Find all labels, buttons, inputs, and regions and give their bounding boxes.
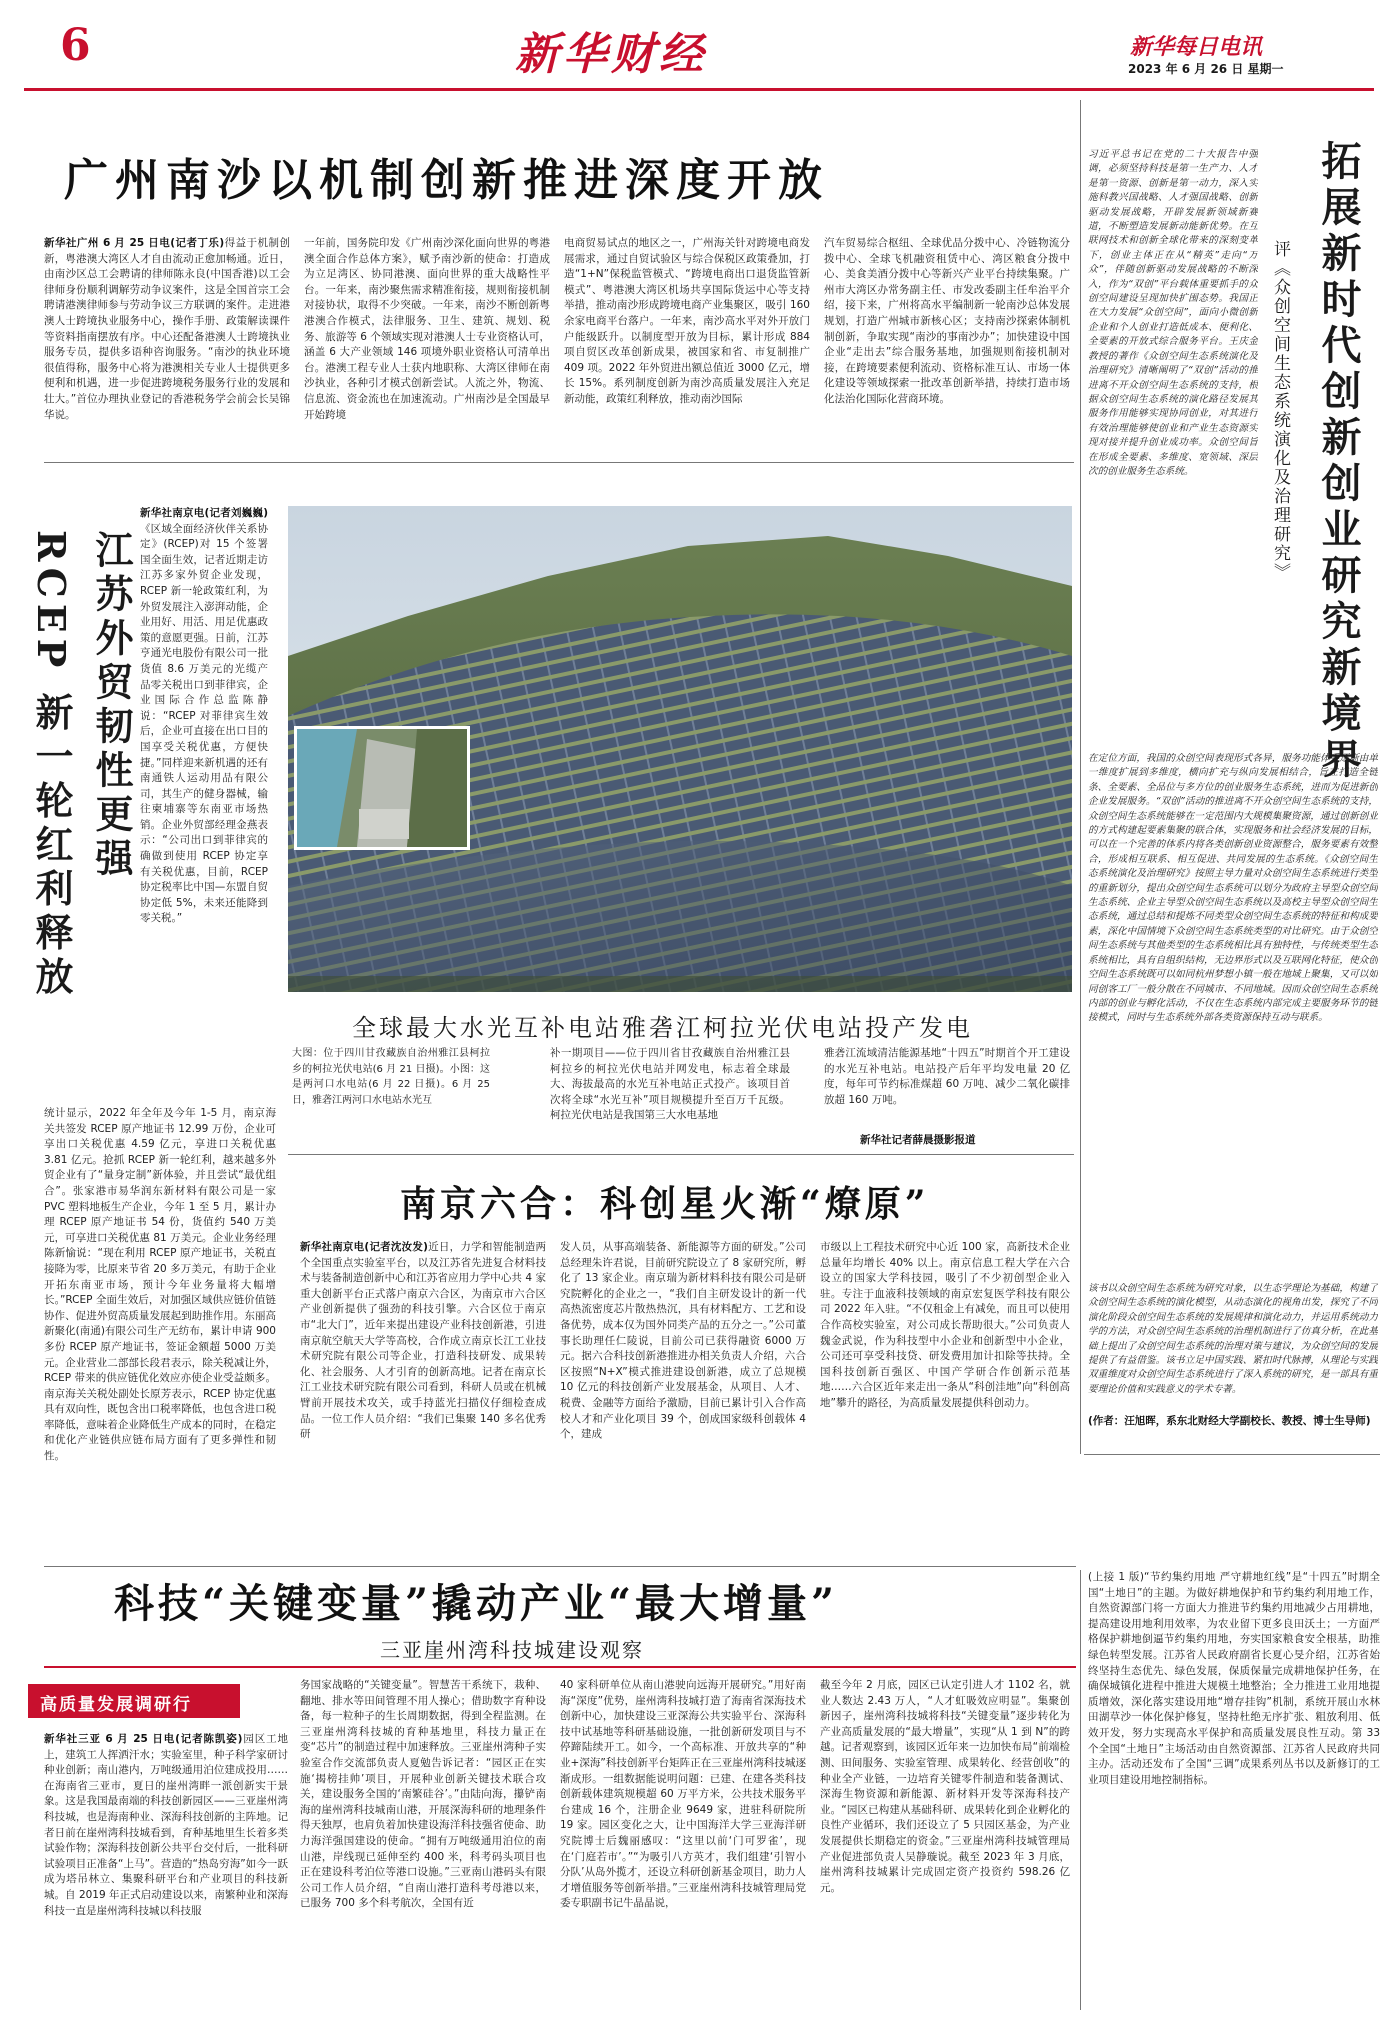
article2-col2: 统计显示，2022 年全年及今年 1-5 月，南京海关共签发 RCEP 原产地证书 12.99 万份，企业可享出口关税优惠 4.59 亿元，享进口关税优惠 3.81 亿元。抢抓 RCEP 新一轮红利，越来越多外贸企业有了“量身定制”新体验，并且尝试“最优组合”。张家港市易华润东新材料有限公司是一家 PVC 塑料地板生产企业，今年 1 至 5 月，累计办理 RCEP 原产地证书 54 份，货值约 540 万美元，可享进口关税优惠 81 万美元。企业业务经理陈新愉说：“现在利用 RCEP 原产地证书，关税直接降为零，比原来节省 20 多万美元，有助于企业开拓东南亚市场，预计今年业务量将大幅增长。”RCEP 全面生效后，对加强区域供应链价值链协作、促进外贸高质量发展起到助推作用。东丽高新聚化(南通)有限公司生产无纺布，累计申请 900 多份 RCEP 原产地证书，签证金额超 5000 万美元。企业营业二部部长段君表示，除关税减让外，RCEP 带来的供应链优化效应亦使企业受益颇多。南京海关关税处副处长原芳表示，RCEP 协定优惠具有双向性，既包含出口税率降低，也包含进口税率降低，意味着企业降低生产成本的同时，在稳定和优化产业链供应链布局方面有了更多弹性和韧性。 xyxy=(44,1107,276,1463)
article2-headline: 江苏外贸韧性更强 xyxy=(89,530,134,882)
article1-headline: 广州南沙以机制创新推进深度开放 xyxy=(64,155,829,206)
article4-col4: 截至今年 2 月底，园区已认定引进人才 1102 名，就业人数达 2.43 万人，“人才虹吸效应明显”。集聚创新因子，崖州湾科技城将科技“关键变量”逐步转化为产业高质量发展的“最大增量”，实现“从 1 到 N”的跨越。记者观察到，该园区近年来一边加快布局“前端检测、田间服务、实验室管理、成果转化、经营创收”的种业全产业链，一边培育关键零件制造和装备测试、深海生物资源和新能源、新材料开发等深海科技产业。“园区已构建从基础科研、成果转化到企业孵化的良性产业循环，我们还设立了 5 只园区基金，为产业发展提供长期稳定的资金。”三亚崖州湾科技城管理局产业促进部负责人吴静璇说。截至 2023 年 3 月底，崖州湾科技城累计完成固定资产投资约 598.26 亿元。 xyxy=(820,1679,1070,1894)
article2-col1-text: 《区域全面经济伙伴关系协定》(RCEP)对 15 个签署国全面生效，记者近期走访江苏多家外贸企业发现，RCEP 新一轮政策红利，为外贸发展注入澎湃动能，企业用好、用活、用足优惠政策的意愿更强。日前，江苏亨通光电股份有限公司一批货值 8.6 万美元的光缆产品零关税出口到菲律宾，企业国际合作总监陈静说：“RCEP 对菲律宾生效后，企业可直接在出口目的国享受关税优惠，方便快捷。”同样迎来新机遇的还有南通铁人运动用品有限公司，其生产的健身器械，输往柬埔寨等东南亚市场热销。企业外贸部经理金燕表示：“公司出口到菲律宾的确做到使用 RCEP 协定享有关税优惠，目前，RCEP 协定税率比中国—东盟自贸协定低 5%，未来还能降到零关税。” xyxy=(140,522,268,925)
article2-dateline: 新华社南京电(记者刘巍巍) xyxy=(140,507,268,519)
article5-body: (上接 1 版)“节约集约用地 严守耕地红线”是“十四五”时期全国“土地日”的主题。为做好耕地保护和节约集约利用地工作，自然资源部门将一方面大力推进节约集约用地减少占用耕地，提高建设用地利用效率，为农业留下更多良田沃土；一方面严格保护耕地倒逼节约集约用地，夯实国家粮食安全根基，助推绿色转型发展。江苏省人民政府副省长夏心旻介绍，江苏省始终坚持生态优先、绿色发展，保质保量完成耕地保护任务，在确保城镇化进程中推进大规模土地整治；全力推进工业用地提质增效，深化落实建设用地“增存挂钩”机制，系统开展山水林田湖草沙一体化保护修复，坚持杜绝无序扩张、粗放利用、低效开发，努力实现高水平保护和高质量发展良性互动。第 33 个全国“土地日”主场活动由自然资源部、江苏省人民政府共同主办。活动还发布了全国“三调”成果系列丛书以及新修订的工业项目建设用地控制指标。 xyxy=(1088,1571,1380,1786)
commentary-byline: (作者：汪旭晖，系东北财经大学副校长、教授、博士生导师) xyxy=(1088,1415,1371,1427)
article4-headline: 科技“关键变量”撬动产业“最大增量” xyxy=(114,1580,839,1627)
research-badge-label: 高质量发展调研行 xyxy=(40,1695,192,1715)
commentary-body3: 该书以众创空间生态系统为研究对象，以生态学理论为基础，构建了众创空间生态系统的演化模型，从动态演化的视角出发，探究了不同演化阶段众创空间生态系统的发展规律和演化动力，并运用系统动力学的方法，对众创空间生态系统的治理机制进行了仿真分析，在此基础上提出了众创空间生态系统的治理对策与建议，为众创空间的发展提供了有益借鉴。该书立足中国实践、紧扣时代脉搏，从理论与实践双重维度对众创空间生态系统进行了深入系统的研究，是一部具有重要理论价值和实践意义的学术专著。 xyxy=(1088,1283,1378,1395)
commentary-body2: 在定位方面，我国的众创空间表现形式各异，服务功能体系逐渐由单一维度扩展到多维度，横向扩充与纵向发展相结合，旨在打造全链条、全要素、全品位与多方位的创业服务生态系统，进而为促进新创企业发展服务。“双创”活动的推进离不开众创空间生态系统的支持，众创空间生态系统能够在一定范围内大规模集聚资源，通过创新创业的方式构建起要素集聚的联合体，实现服务和社会经济发展的目标，可以在一个完善的体系内将各类创新创业资源整合，服务要素有效整合，形成相互联系、相互促进、共同发展的生态系统。《众创空间生态系统演化及治理研究》按照主导力量对众创空间生态系统进行类型的重新划分，提出众创空间生态系统可以划分为政府主导型众创空间生态系统、企业主导型众创空间生态系统以及高校主导型众创空间生态系统，通过总结和提炼不同类型众创空间生态系统的特征和构成要素，深化中国情境下众创空间生态系统类型的对比研究。由于众创空间生态系统与其他类型的生态系统相比具有独特性，与传统类型生态系统相比，具有自组织结构，无边界形式以及互联网化特征，使众创空间生态系统既可以如同杭州梦想小镇一般在地域上聚集，又可以如同创客工厂一般分散在不同城市、不同地域。因而众创空间生态系统内部的创业与孵化活动，不仅在生态系统内部完成主要服务环节的链接模式，同时与生态系统外部各类资源保持互动与联系。 xyxy=(1088,753,1378,1024)
dam-inset-photo xyxy=(294,726,470,850)
article5-vline xyxy=(1080,1570,1081,2010)
photo-col1: 大图：位于四川甘孜藏族自治州雅江县柯拉乡的柯拉光伏电站(6 月 21 日摄)。小图：这是两河口水电站(6 月 22 日摄)。6 月 25 日，雅砻江两河口水电站水光互 xyxy=(292,1048,490,1106)
photo-credit: 新华社记者薛晨摄影报道 xyxy=(860,1134,976,1146)
newspaper-logo: 新华每日电讯 xyxy=(1130,34,1263,60)
article3-headline: 南京六合：科创星火渐“燎原” xyxy=(400,1183,930,1225)
article1-col2: 一年前，国务院印发《广州南沙深化面向世界的粤港澳全面合作总体方案》，赋予南沙新的使命：打造成为立足湾区、协同港澳、面向世界的重大战略性平台。一年来，南沙聚焦需求精准衔接，规则衔接机制对接协状，取得不少突破。一年来，南沙不断创新粤港澳合作模式，法律服务、卫生、建筑、规划、税务、旅游等 6 个领域实现对港澳人士专业资格认可，涵盖 6 大产业领域 146 项境外职业资格认可清单出台。港澳工程专业人士获内地职称、大湾区律师在南沙执业，各种引才模式创新尝试。人流之外，物流、信息流、资金流也在加速流动。广州南沙是全国最早开始跨境 xyxy=(304,237,550,421)
photo-col3: 雅砻江流域清洁能源基地“十四五”时期首个开工建设的水光互补电站。电站投产后年平均发电量 20 亿度，每年可节约标准煤超 60 万吨、减少二氧化碳排放超 160 万吨。 xyxy=(824,1047,1070,1106)
article4-subhead: 三亚崖州湾科技城建设观察 xyxy=(380,1638,644,1662)
article3-col2: 发人员，从事高端装备、新能源等方面的研发。”公司总经理朱许君说，目前研究院设立了 8 家研究所，孵化了 13 家企业。南京瑞为新材料科技有限公司是研究院孵化的企业之一，“我们自主研发设计的新一代高热流密度芯片散热热沉，具有材料配方、工艺和设备优势，成本仅为国外同类产品的五分之一。”公司董事长助理任仁陵说，目前公司已获得融资 6000 万元。据六合科技创新港推进办相关负责人介绍，六合区按照“N+X”模式推进建设创新港，成立了总规模 10 亿元的科技创新产业发展基金，从项目、人才、税费、金融等方面给予激励，目前已累计引入合作高校人才和产业化项目 39 个，创成国家级科创载体 4 个，建成 xyxy=(560,1241,806,1441)
article1-col1 xyxy=(44,236,290,456)
article3-divider xyxy=(44,1566,1076,1567)
article4-col3: 40 家科研单位从南山港驶向远海开展研究。”用好南海“深度”优势，崖州湾科技城打造了海南省深海技术创新中心，加快建设三亚深海公共实验平台、深海科技中试基地等科研基础设施，一批创新研发项目与不停蹄陆续开工。如今，一个高标准、开放共享的“种业+深海”科技创新平台矩阵正在三亚崖州湾科技城逐渐成形。一组数据能说明问题：已建、在建各类科技创新载体建筑规模超 60 万平方米，公共技术服务平台建成 16 个，注册企业 9649 家，进驻科研院所 19 家。园区变化之大，让中国海洋大学三亚海洋研究院博士后魏丽感叹：“这里以前‘门可罗雀’，现在‘门庭若市’。”“为吸引八方英才，我们组建‘引智小分队’从岛外揽才，还设立科研创新基金项目，助力人才增值服务等创新举措。”三亚崖州湾科技城管理局党委专职副书记牛晶晶说， xyxy=(560,1679,806,1910)
article4-rule xyxy=(44,1666,1076,1668)
issue-date: 2023 年 6 月 26 日 星期一 xyxy=(1128,62,1284,76)
article4-col2: 务国家战略的“关键变量”。智慧苦干系统下，栽种、翻地、排水等田间管理不用人操心；借助数字育种设备，每一粒种子的生长周期数据，得到全程监测。在三亚崖州湾科技城的育种基地里，科技力量正在变“芯片”的制造过程中加速释放。三亚崖州湾种子实验室合作交流部负责人夏勉告诉记者：“园区正在实施‘揭榜挂帅’项目，开展种业创新关键技术联合攻关，建设服务全国的‘南繁硅谷’。”由陆向海，攥铲南海的崖州湾科技城南山港，开展深海科研的地理条件得天独厚，也肩负着加快建设海洋科技强省使命、助力海洋强国建设的使命。“拥有万吨级通用泊位的南山港，岸线现已延伸至约 400 米，科考码头项目也正在建设科考泊位等港口设施。”三亚南山港码头有限公司工作人员介绍，“自南山港打造科考母港以来，已服务 700 多个科考航次，全国有近 xyxy=(300,1679,546,1910)
article3-col1-text: 近日，力学和智能制造两个全国重点实验室平台，以及江苏省先进复合材料技术与装备制造创新中心和江苏省应用力学中心共 4 家重大创新平台正式落户南京六合区，为南京市六合区产业创新提供了强劲的科技引擎。六合区位于南京市“北大门”，近年来提出建设产业科技创新港，引进南京航空航天大学等高校，合作成立南京长江工业技术研究院有限公司等企业，打造科技研发、成果转化、社会服务、人才引育的创新高地。记者在南京长江工业技术研究院有限公司看到，科研人员或在机械臂前开展技术攻关，或手持蓝光扫描仪仔细检查成品。一位工作人员介绍：“我们已集聚 140 多名优秀研 xyxy=(300,1241,546,1441)
article1-divider xyxy=(44,462,1074,463)
article3-dateline: 新华社南京电(记者沈汝发) xyxy=(300,1241,428,1253)
article3-col3: 市级以上工程技术研究中心近 100 家，高新技术企业总量年均增长 40% 以上。南京信息工程大学在六合设立的国家大学科技园，吸引了不少初创型企业入驻。专注于血液科技领域的南京宏复医学科技有限公司 2022 年入驻。“不仅租金上有减免，而且可以使用合作高校实验室，对公司成长帮助很大。”公司负责人魏金武说，作为科技型中小企业和创新型中小企业，公司还可享受科技贷、研发费用加计扣除等扶持。全国科技创新百强区、中国产学研合作创新示范基地……六合区近年来走出一条从“科创洼地”向“科创高地”攀升的路径，为高质量发展提供科创动力。 xyxy=(820,1241,1070,1409)
article4-col1-text: 园区工地上，建筑工人挥洒汗水；实验室里，种子科学家研讨种业创新；南山港内，万吨级通用泊位建成投用……在海南省三亚市，夏日的崖州湾畔一派创新实干景象。这是我国最南端的科技创新园区——三亚崖州湾科技城，也是海南种业、深海科技创新的主阵地。记者日前在崖州湾科技城看到，育种基地里生长着多类试验作物；深海科技创新公共平台交付后，一批科研试验项目正准备“上马”。营造的“热岛穷海”如今一跃成为塔吊林立、集聚科研平台和产业项目的科技新城。自 2019 年正式启动建设以来，南繁种业和深海科技一直是崖州湾科技城以科技服 xyxy=(44,1733,288,1917)
solar-plant-photo xyxy=(288,506,1072,992)
photo-col2: 补一期项目——位于四川省甘孜藏族自治州雅江县柯拉乡的柯拉光伏电站并网发电，标志着全球最大、海拔最高的水光互补电站正式投产。该项目首次将全球“水光互补”项目规模提升至百万千瓦级。柯拉光伏电站是我国第三大水电基地 xyxy=(550,1047,790,1122)
article1-col1-text: 得益于机制创新，粤港澳大湾区人才自由流动正愈加畅通。近日，由南沙区总工会聘请的律师陈永良(中国香港)以工会律师身份顺利调解劳动争议案件，这是全国首宗工会聘请港澳律师参与劳动争议三方联调的案件。走进港澳人士跨境执业服务中心，操作手册、政策解读课件等资料指南摆放有序。中心还配备港澳人士跨境执业服务专员，提供多语种咨询服务。“南沙的执业环境很值得称，服务中心将为港澳相关专业人士提供更多便利和机遇，进一步促进跨境税务服务行业的发展和壮大。”首位办理执业登记的香港税务学会前会长吴锦华说。 xyxy=(44,237,290,421)
commentary-title: 拓展新时代创新创业研究新境界 xyxy=(1315,140,1362,784)
page-number: 6 xyxy=(60,20,91,71)
section-title: 新华财经 xyxy=(515,29,707,80)
article4-col1 xyxy=(44,1732,288,2012)
dam-illustration xyxy=(297,729,467,847)
photo-divider xyxy=(288,1154,1074,1155)
photo-caption-title: 全球最大水光互补电站雅砻江柯拉光伏电站投产发电 xyxy=(352,1014,973,1042)
commentary-subtitle: 评《众创空间生态系统演化及治理研究》 xyxy=(1270,240,1290,582)
masthead-rule xyxy=(24,88,1374,91)
commentary-divider xyxy=(1084,1454,1380,1455)
article2-col1 xyxy=(140,506,268,1096)
article1-col3: 电商贸易试点的地区之一，广州海关针对跨境电商发展需求，通过自贸试验区与综合保税区政策叠加，打造“1+N”保税监管模式、“跨境电商出口退货监管新模式”、粤港澳大湾区机场共享国际货运中心等支持举措，推动南沙形成跨境电商产业集聚区，吸引 160 余家电商平台落户。一年来，南沙高水平对外开放门户能级跃升。以制度型开放为目标，累计形成 884 项自贸区改革创新成果，被国家和省、市复制推广 409 项。2022 年外贸进出额总值近 3000 亿元，增长 15%。系列制度创新为南沙高质量发展注入充足新动能，政策红利释放，推动南沙国际 xyxy=(564,237,810,405)
article4-dateline: 新华社三亚 6 月 25 日电(记者陈凯姿) xyxy=(44,1733,243,1745)
article1-dateline: 新华社广州 6 月 25 日电(记者丁乐) xyxy=(44,237,225,249)
article2-subhead: RCEP 新一轮红利释放 xyxy=(29,530,74,1001)
commentary-body1: 习近平总书记在党的二十大报告中强调，必须坚持科技是第一生产力、人才是第一资源、创新是第一动力，深入实施科教兴国战略、人才强国战略、创新驱动发展战略，开辟发展新领域新赛道，不断塑造发展新动能新优势。在互联网技术和创新全球化带来的深刻变革下，创业主体正在从“精英”走向“万众”，伴随创新驱动发展战略的不断深入，作为“双创”平台载体重要抓手的众创空间建设呈现加快扩围态势。我国正在大力发展“众创空间”，面向小微创新企业和个人创业打造低成本、便利化、全要素的开放式综合服务平台。王庆金教授的著作《众创空间生态系统演化及治理研究》清晰阐明了“双创”活动的推进离不开众创空间生态系统的支持，根据众创空间生态系统的演化路径发展其服务作用能够实现协同创业，对其进行有效治理能够使创业和产业生态资源实现对接并提升创业成功率。众创空间旨在形成全要素、多维度、宽领域、深层次的创业服务生态系统。 xyxy=(1088,149,1258,477)
article3-col1 xyxy=(300,1240,546,1554)
article1-col4: 汽车贸易综合枢纽、全球优品分拨中心、冷链物流分拨中心、全球飞机融资租赁中心、湾区粮食分拨中心、美食美酒分拨中心等新兴产业平台持续集聚。广州市大湾区办常务副主任、市发改委副主任牟治平介绍，接下来，广州将高水平编制新一轮南沙总体发展规划，打造广州城市新核心区；支持南沙探索体制机制创新，争取实现“南沙的事南沙办”；加快建设中国企业“走出去”综合服务基地，加强规则衔接机制对接，在跨境要素便利流动、资格标准互认、市场一体化建设等领域探索一批改革创新举措，持续打造市场化法治化国际化营商环境。 xyxy=(824,237,1070,405)
research-badge xyxy=(28,1684,240,1718)
commentary-vline xyxy=(1080,100,1081,1454)
